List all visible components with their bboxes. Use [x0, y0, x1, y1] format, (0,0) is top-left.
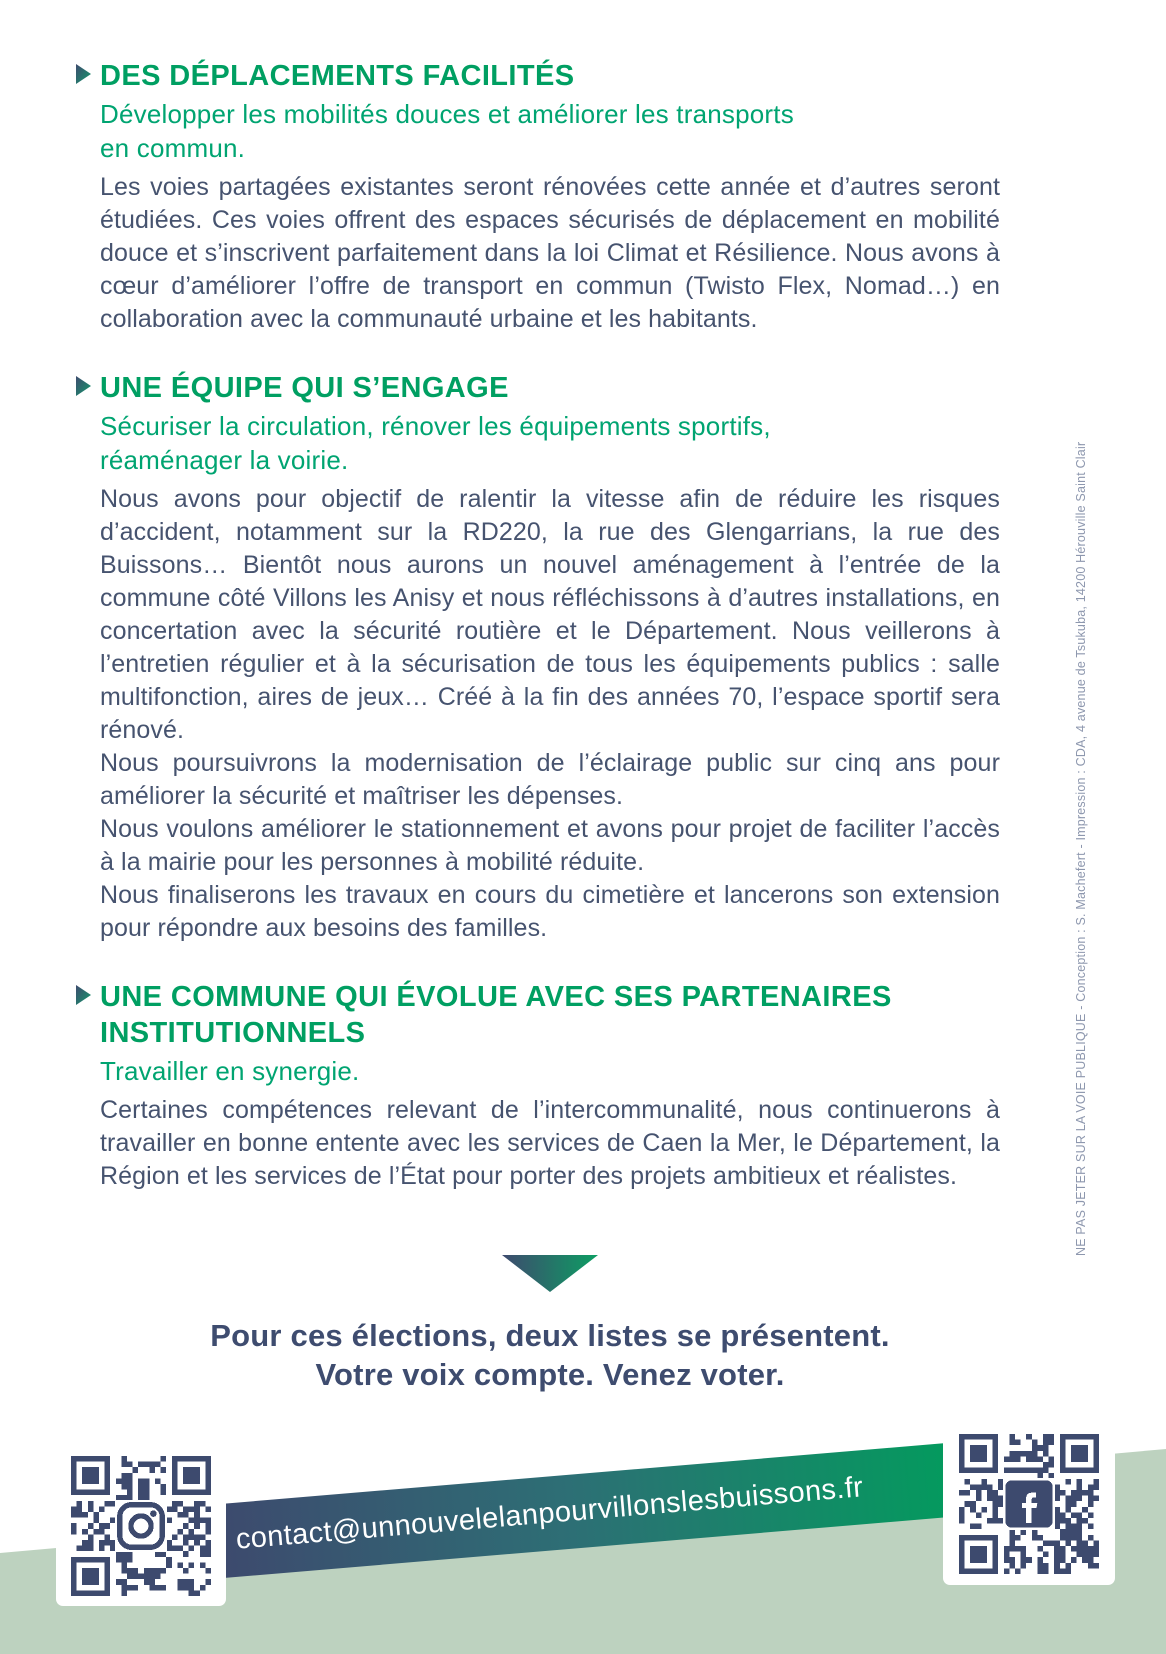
print-disclaimer: NE PAS JETER SUR LA VOIE PUBLIQUE - Conception : S. Machefert - Impression : CDA, 4 avenue de Tsukuba, 14200 Hérouville Saint Clair	[1074, 441, 1088, 1256]
contact-email: contact@unnouvelelanpourvillonslesbuissons.fr	[234, 1470, 865, 1556]
arrow-right-icon	[76, 985, 91, 1005]
subtitle-line: Sécuriser la circulation, rénover les équipements sportifs,	[100, 411, 771, 442]
section-title: DES DÉPLACEMENTS FACILITÉS	[100, 58, 1000, 94]
section-partenaires	[100, 979, 1000, 1193]
paragraph: Nous poursuivrons la modernisation de l’éclairage public sur cinq ans pour améliorer la sécurité et maîtriser les dépenses.	[100, 748, 1000, 810]
section-deplacements	[100, 58, 1000, 336]
subtitle-line: en commun.	[100, 133, 246, 164]
section-subtitle	[100, 410, 1000, 478]
paragraph: Les voies partagées existantes seront rénovées cette année et d’autres seront étudiées. Ces voies offrent des espaces sécurisés de déplacement en mobilité douce et s’inscrivent parfaitement dans la loi Climat et Résilience. Nous avons à cœur d’améliorer l’offre de transport en commun (Twisto Flex, Nomad…) en collaboration avec la communauté urbaine et les habitants.	[100, 172, 1000, 333]
paragraph: Nous avons pour objectif de ralentir la vitesse afin de réduire les risques d’accident, notamment sur la RD220, la rue des Glengarrians, la rue des Buissons… Bientôt nous aurons un nouvel aménagement à l’entrée de la commune côté Villons les Anisy et nous réfléchissons à d’autres installations, en concertation avec la sécurité routière et le Département. Nous veillerons à l’entretien régulier et à la sécurisation de tous les équipements publics : salle multifonction, aires de jeux… Créé à la fin des années 70, l’espace sportif sera rénové.	[100, 484, 1000, 744]
section-equipe	[100, 370, 1000, 945]
paragraph: Certaines compétences relevant de l’intercommunalité, nous continuerons à travailler en bonne entente avec les services de Caen la Mer, le Département, la Région et les services de l’État pour porter des projets ambitieux et réalistes.	[100, 1095, 1000, 1190]
section-body	[100, 1094, 1000, 1193]
main-content	[100, 58, 1000, 1394]
facebook-icon	[1003, 1478, 1055, 1530]
arrow-right-icon	[76, 376, 91, 396]
facebook-qr-card	[943, 1423, 1115, 1585]
subtitle-line: réaménager la voirie.	[100, 444, 349, 475]
instagram-icon	[115, 1500, 167, 1552]
facebook-qr-code	[959, 1434, 1099, 1574]
arrow-right-icon	[76, 64, 91, 84]
section-body	[100, 483, 1000, 945]
section-subtitle	[100, 98, 1000, 166]
instagram-qr-code	[71, 1456, 211, 1596]
cta-line-1: Pour ces élections, deux listes se présentent.	[210, 1317, 890, 1353]
instagram-qr-card	[56, 1445, 226, 1606]
down-arrow-icon	[502, 1255, 598, 1292]
section-title: UNE COMMUNE QUI ÉVOLUE AVEC SES PARTENAIRES INSTITUTIONNELS	[100, 979, 1000, 1052]
section-body	[100, 171, 1000, 336]
cta-line-2: Votre voix compte. Venez voter.	[315, 1357, 785, 1393]
paragraph: Nous voulons améliorer le stationnement et avons pour projet de faciliter l’accès à la mairie pour les personnes à mobilité réduite.	[100, 814, 1000, 876]
section-subtitle	[100, 1055, 1000, 1089]
subtitle-line: Travailler en synergie.	[100, 1056, 360, 1087]
subtitle-line: Développer les mobilités douces et améliorer les transports	[100, 99, 794, 130]
paragraph: Nous finaliserons les travaux en cours du cimetière et lancerons son extension pour répondre aux besoins des familles.	[100, 880, 1000, 942]
section-title: UNE ÉQUIPE QUI S’ENGAGE	[100, 370, 1000, 406]
cta-text	[100, 1316, 1000, 1394]
